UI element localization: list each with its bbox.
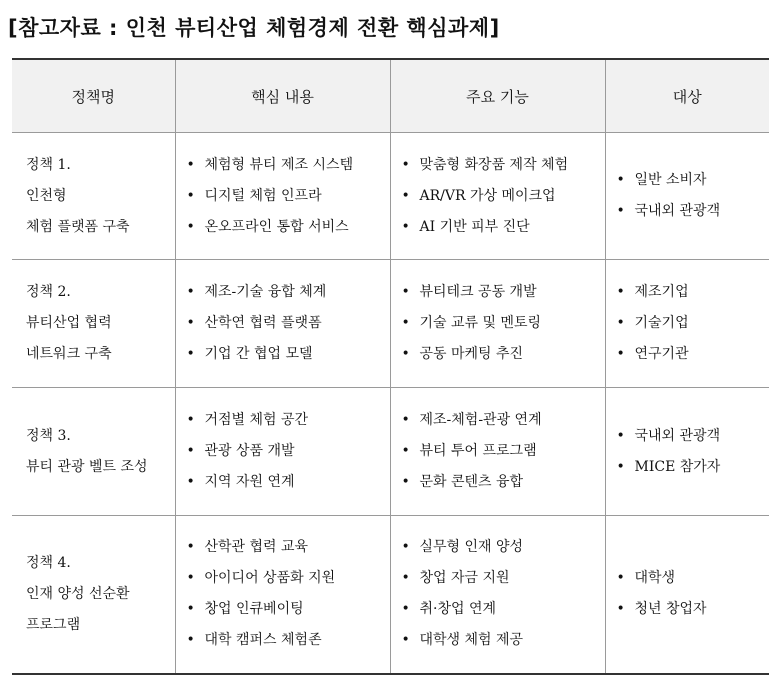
list-item: • 지역 자원 연계 (187, 467, 389, 498)
header-core-content: 핵심 내용 (175, 59, 390, 133)
list-item: • 뷰티 투어 프로그램 (402, 436, 604, 467)
policy-name-cell (12, 516, 175, 674)
main-functions-list (392, 532, 604, 656)
list-item: • 대학생 체험 제공 (402, 625, 604, 656)
list-item: • 디지털 체험 인프라 (187, 181, 389, 212)
policy-name-line: 네트워크 구축 (26, 346, 112, 362)
list-item: • 온오프라인 통합 서비스 (187, 212, 389, 243)
policy-name-line: 체험 플랫폼 구축 (26, 218, 130, 235)
list-item: • AI 기반 피부 진단 (402, 212, 604, 243)
list-item: • 맞춤형 화장품 제작 체험 (402, 150, 604, 181)
policy-name-line: 뷰티산업 협력 (26, 315, 112, 331)
list-item: • 관광 상품 개발 (187, 436, 389, 467)
policy-name-line: 정책 1. (26, 156, 71, 173)
target-cell (605, 260, 769, 388)
main-functions-cell (390, 388, 605, 516)
main-functions-cell (390, 516, 605, 674)
main-functions-cell (390, 133, 605, 260)
list-item: • 제조기업 (617, 277, 769, 308)
target-cell (605, 388, 769, 516)
core-content-list (177, 150, 389, 243)
target-cell (605, 516, 769, 674)
list-item: • 제조-기술 융합 체계 (187, 277, 389, 308)
policy-name-line: 정책 3. (26, 427, 71, 444)
policy-name-line: 정책 2. (26, 284, 71, 300)
list-item: • AR/VR 가상 메이크업 (402, 181, 604, 212)
core-content-list (177, 277, 389, 370)
core-content-cell (175, 388, 390, 516)
table-row (12, 260, 769, 388)
list-item: • 실무형 인재 양성 (402, 532, 604, 563)
core-content-cell (175, 133, 390, 260)
policy-name-line: 뷰티 관광 벨트 조성 (26, 458, 148, 475)
table-row (12, 516, 769, 674)
list-item: • 거점별 체험 공간 (187, 405, 389, 436)
list-item: • 국내외 관광객 (617, 196, 769, 227)
core-content-cell (175, 260, 390, 388)
header-main-functions: 주요 기능 (390, 59, 605, 133)
list-item: • 대학생 (617, 563, 769, 594)
policy-name-cell (12, 133, 175, 260)
policy-table (12, 58, 769, 675)
list-item: • 공동 마케팅 추진 (402, 339, 604, 370)
list-item: • 기술기업 (617, 308, 769, 339)
list-item: • 산학관 협력 교육 (187, 532, 389, 563)
list-item: • 취·창업 연계 (402, 594, 604, 625)
target-list (607, 421, 769, 483)
policy-name-line: 인재 양성 선순환 (26, 585, 130, 602)
list-item: • 대학 캠퍼스 체험존 (187, 625, 389, 656)
policy-name-line: 인천형 (26, 187, 67, 204)
list-item: • 창업 자금 지원 (402, 563, 604, 594)
policy-name-cell (12, 388, 175, 516)
list-item: • 체험형 뷰티 제조 시스템 (187, 150, 389, 181)
list-item: • MICE 참가자 (617, 452, 769, 483)
main-functions-cell (390, 260, 605, 388)
list-item: • 기업 간 협업 모델 (187, 339, 389, 370)
header-policy-name: 정책명 (12, 59, 175, 133)
list-item: • 문화 콘텐츠 융합 (402, 467, 604, 498)
list-item: • 청년 창업자 (617, 594, 769, 625)
list-item: • 제조-체험-관광 연계 (402, 405, 604, 436)
target-cell (605, 133, 769, 260)
list-item: • 창업 인큐베이팅 (187, 594, 389, 625)
main-functions-list (392, 277, 604, 370)
list-item: • 연구기관 (617, 339, 769, 370)
list-item: • 일반 소비자 (617, 165, 769, 196)
core-content-list (177, 405, 389, 498)
main-functions-list (392, 150, 604, 243)
policy-name-line: 프로그램 (26, 616, 81, 633)
document-title: [참고자료 : 인천 뷰티산업 체험경제 전환 핵심과제] (8, 16, 500, 40)
list-item: • 산학연 협력 플랫폼 (187, 308, 389, 339)
list-item: • 아이디어 상품화 지원 (187, 563, 389, 594)
main-functions-list (392, 405, 604, 498)
list-item: • 국내외 관광객 (617, 421, 769, 452)
table-header-row (12, 59, 769, 133)
policy-name-cell (12, 260, 175, 388)
target-list (607, 563, 769, 625)
table-row (12, 388, 769, 516)
table-row (12, 133, 769, 260)
header-target: 대상 (605, 59, 769, 133)
target-list (607, 165, 769, 227)
list-item: • 기술 교류 및 멘토링 (402, 308, 604, 339)
core-content-cell (175, 516, 390, 674)
target-list (607, 277, 769, 370)
core-content-list (177, 532, 389, 656)
list-item: • 뷰티테크 공동 개발 (402, 277, 604, 308)
policy-name-line: 정책 4. (26, 554, 71, 571)
